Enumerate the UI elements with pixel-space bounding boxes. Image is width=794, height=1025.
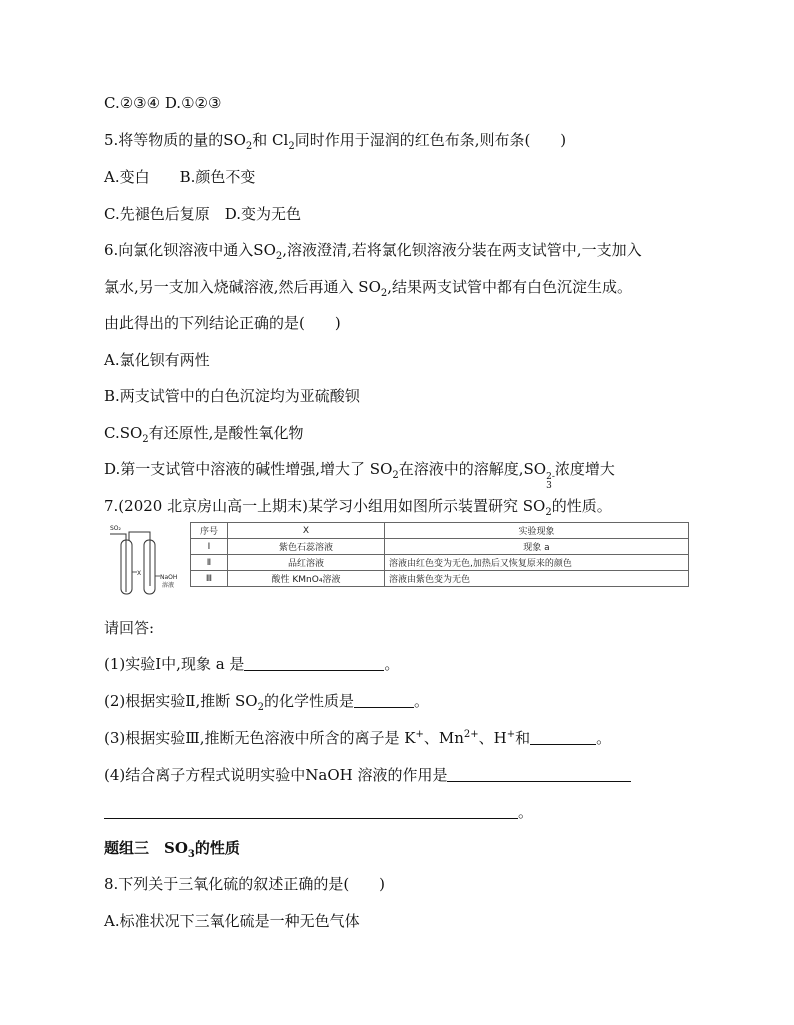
answer-blank-2[interactable] [354, 692, 414, 708]
experiment-table [190, 522, 689, 587]
answer-blank-4[interactable] [447, 766, 631, 782]
q6-stem-line2: 氯水,另一支加入烧碱溶液,然后再通入 $SO_2$,结果两支试管中都有白色沉淀生成。 [104, 278, 633, 299]
q6-option-a: A.氯化钡有两性 [104, 351, 210, 369]
so2-label: SO₂ [110, 525, 121, 532]
row-no: Ⅰ [191, 539, 228, 555]
header-no: 序号 [191, 523, 228, 539]
q7-part1: (1)实验Ⅰ中,现象 a 是 。 [104, 655, 400, 673]
row-no: Ⅱ [191, 555, 228, 571]
q4-options-cd: C.②③④ D.①②③ [104, 94, 222, 112]
q7-part2: (2)根据实验Ⅱ,推断 $SO_2$的化学性质是 。 [104, 692, 429, 713]
header-x: X [228, 523, 385, 539]
table-header-row [191, 523, 689, 539]
q8-stem: 8.下列关于三氧化硫的叙述正确的是( ) [104, 875, 386, 893]
table-row [191, 571, 689, 587]
naoh-label: NaOH [160, 574, 178, 581]
naoh-label-2: 溶液 [162, 582, 175, 589]
q6-option-d: D.第一支试管中溶液的碱性增强,增大了 $SO_2$在溶液中的溶解度,SO 2- 3 浓度增大 [104, 460, 615, 491]
q7-part4: (4)结合离子方程式说明实验中NaOH 溶液的作用是 [104, 765, 631, 785]
q5-stem: 5.将等物质的量的$SO_2$和 $Cl_2$同时作用于湿润的红色布条,则布条( ) [104, 131, 567, 152]
header-phenomenon: 实验现象 [385, 523, 689, 539]
q5-options-cd: C.先褪色后复原 D.变为无色 [104, 205, 301, 223]
row-phenomenon: 现象 a [385, 539, 689, 555]
answer-blank-4-cont[interactable] [104, 803, 518, 819]
inlet-tube [110, 534, 126, 592]
answer-blank-3[interactable] [530, 729, 596, 745]
q6-stem-line3: 由此得出的下列结论正确的是( ) [104, 314, 341, 332]
q7-stem: 7.(2020 北京房山高一上期末)某学习小组用如图所示装置研究 $SO_2$的性质。 [104, 497, 612, 518]
row-phenomenon: 溶液由红色变为无色,加热后又恢复原来的颜色 [385, 555, 689, 571]
row-x: 酸性 KMnO₄溶液 [228, 571, 385, 587]
row-x: 紫色石蕊溶液 [228, 539, 385, 555]
q6-option-b: B.两支试管中的白色沉淀均为亚硫酸钡 [104, 387, 360, 405]
q6-option-c: $C.SO_2$有还原性,是酸性氧化物 [104, 424, 304, 445]
q7-part4-cont: 。 [104, 802, 533, 822]
q5-options-ab: A.变白 B.颜色不变 [104, 168, 256, 186]
answer-blank-1[interactable] [244, 655, 384, 671]
x-label: X [137, 570, 142, 577]
q7-prompt: 请回答: [104, 619, 155, 637]
table-row [191, 539, 689, 555]
row-no: Ⅲ [191, 571, 228, 587]
table-row [191, 555, 689, 571]
group-title: 题组三 $SO_3$的性质 [104, 839, 240, 860]
apparatus-diagram [104, 520, 190, 608]
row-phenomenon: 溶液由紫色变为无色 [385, 571, 689, 587]
q7-part3: (3)根据实验Ⅲ,推断无色溶液中所含的离子是 K+、$Mn^{2+}$、H+和 。 [104, 729, 612, 747]
row-x: 品红溶液 [228, 555, 385, 571]
q8-option-a: A.标准状况下三氧化硫是一种无色气体 [104, 912, 360, 930]
q6-stem-line1: 6.向氯化钡溶液中通入$SO_2$,溶液澄清,若将氯化钡溶液分装在两支试管中,一支加入 [104, 241, 642, 262]
